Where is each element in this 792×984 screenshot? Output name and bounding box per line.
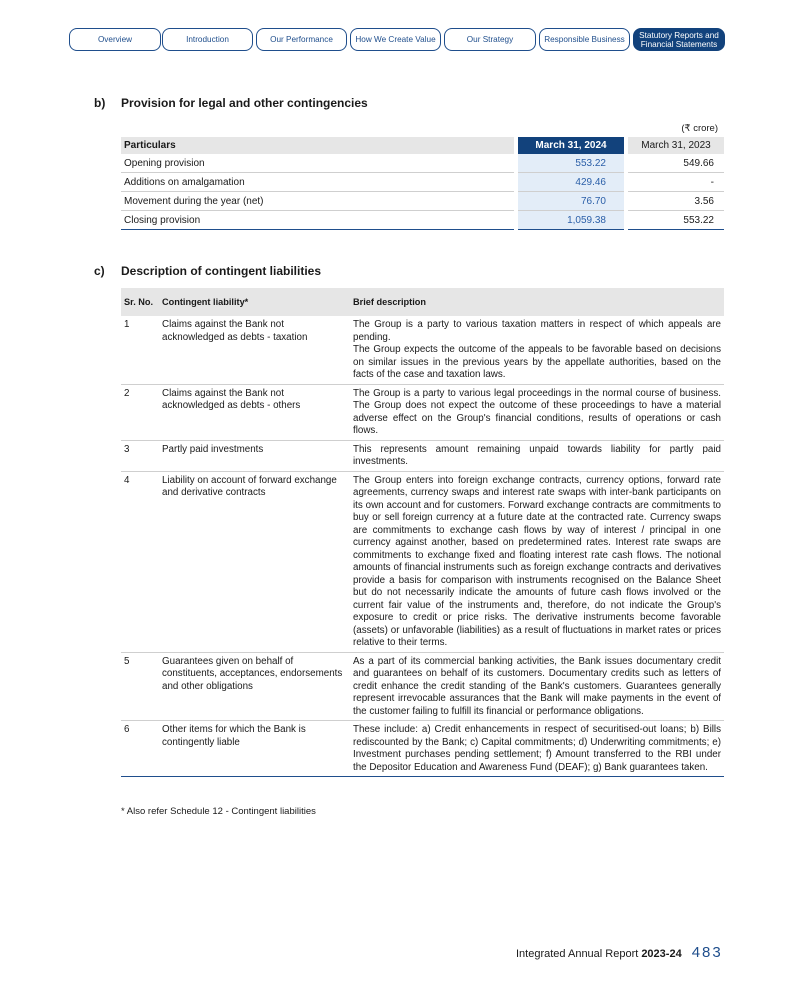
sr-no: 3 [121,440,159,471]
tab-our-strategy[interactable]: Our Strategy [444,28,536,51]
liability-name: Claims against the Bank not acknowledged as debts - taxation [159,316,350,384]
table-row [121,440,724,471]
description-text: As a part of its commercial banking activities, the Bank issues documentary credit and guarantees on behalf of its customers. Documentary credits such as letters of credit enhance the credit standing of the Bank's customers. Guarantees generally represent irrevocable assurances that the Bank will make payments in the event of the customer failing to fulfill its financial or performance obligations. [353,655,721,717]
value-2023: 3.56 [628,192,724,211]
header-brief-description: Brief description [350,288,724,316]
header-contingent-liability: Contingent liability* [159,288,350,316]
liability-name: Partly paid investments [159,440,350,471]
table-row [121,384,724,440]
description-text: This represents amount remaining unpaid towards liability for partly paid investments. [353,443,721,467]
liability-description [350,652,724,721]
description-text: The Group expects the outcome of the appeals to be favorable based on decisions on similar issues in the previous years by the appellate authorities, based on the facts of the case and taxation laws. [353,344,721,380]
description-text: The Group is a party to various taxation matters in respect of which appeals are pending. [353,319,721,343]
description-text: The Group enters into foreign exchange contracts, currency options, forward rate agreements, currency swaps and interest rate swaps with inter-bank participants on its own account and for customers. Forward exchange contracts are commitments to buy or sell foreign currency at a future date at the contracted rate. Currency swaps are commitments to exchange cash flows by way of interest / principal in one currency against another, based on predetermined rates. Interest rate swaps are commitments to exchange fixed and floating interest rate cash flows. The notional amounts of financial instruments such as foreign exchange contracts and derivatives provide a basis for comparison with instruments recognised on the Balance Sheet but do not necessarily indicate the amounts of future cash flows involved or the current fair value of the instruments and, therefore, do not indicate the Group's exposure to credit or price risks. The derivative instruments become favorable (assets) or unfavorable (liabilities) as a result of fluctuations in market rates or prices relative to their terms. [353,474,721,648]
sr-no: 1 [121,316,159,384]
table-row [121,652,724,721]
value-2023: 553.22 [628,211,724,230]
liability-name: Liability on account of forward exchange and derivative contracts [159,471,350,652]
table-row [121,154,724,173]
row-label: Closing provision [121,211,514,230]
tab-introduction[interactable]: Introduction [162,28,253,51]
value-2024: 553.22 [518,154,624,173]
tab-how-we-create-value[interactable]: How We Create Value [350,28,441,51]
value-2024: 1,059.38 [518,211,624,230]
section-c-title: Description of contingent liabilities [121,264,322,278]
header-particulars: Particulars [121,137,514,154]
table-row [121,721,724,777]
value-2024: 76.70 [518,192,624,211]
value-2024: 429.46 [518,173,624,192]
tab-our-performance[interactable]: Our Performance [256,28,347,51]
section-c-letter: c) [94,264,105,278]
tab-overview[interactable]: Overview [69,28,161,51]
sr-no: 2 [121,384,159,440]
header-march-2024: March 31, 2024 [518,137,624,154]
section-nav [69,28,725,53]
value-2023: 549.66 [628,154,724,173]
liability-name: Other items for which the Bank is contingently liable [159,721,350,777]
description-text: These include: a) Credit enhancements in respect of securitised-out loans; b) Bills rediscounted by the Bank; c) Capital commitments; d) Underwriting commitments; e) Investment purchases pending settlement; f) Amount transferred to the RBI under the Depositor Education and Awareness Fund (DEAF); g) Bank guarantees taken. [353,724,721,773]
contingent-header-row [121,288,724,316]
liability-description [350,721,724,777]
liability-description [350,440,724,471]
liability-description [350,471,724,652]
tab-responsible-business[interactable]: Responsible Business [539,28,630,51]
header-march-2023: March 31, 2023 [628,137,724,154]
liability-name: Guarantees given on behalf of constituents, acceptances, endorsements and other obligations [159,652,350,721]
footnote: * Also refer Schedule 12 - Contingent liabilities [121,806,316,817]
contingent-liabilities-table [121,288,724,777]
report-year: 2023-24 [641,948,682,960]
table-row [121,471,724,652]
liability-description [350,316,724,384]
description-text: The Group is a party to various legal proceedings in the normal course of business. The Group does not expect the outcome of these proceedings to have a material adverse effect on the Group's financial conditions, results of operations or cash flows. [353,387,721,436]
sr-no: 4 [121,471,159,652]
table-row [121,173,724,192]
liability-name: Claims against the Bank not acknowledged as debts - others [159,384,350,440]
tab-statutory-reports[interactable]: Statutory Reports and Financial Statements [633,28,725,51]
table-row [121,316,724,384]
report-name: Integrated Annual Report [516,948,639,960]
section-b-title: Provision for legal and other contingencies [121,96,368,110]
provision-table [121,137,724,230]
page-footer [516,944,723,961]
liability-description [350,384,724,440]
row-label: Opening provision [121,154,514,173]
table-row [121,192,724,211]
unit-label: (₹ crore) [681,123,718,134]
row-label: Additions on amalgamation [121,173,514,192]
row-label: Movement during the year (net) [121,192,514,211]
sr-no: 5 [121,652,159,721]
table-row [121,211,724,230]
provision-header-row [121,137,724,154]
header-sr-no: Sr. No. [121,288,159,316]
section-b-letter: b) [94,96,106,110]
sr-no: 6 [121,721,159,777]
value-2023: - [628,173,724,192]
page-number: 483 [691,944,723,961]
